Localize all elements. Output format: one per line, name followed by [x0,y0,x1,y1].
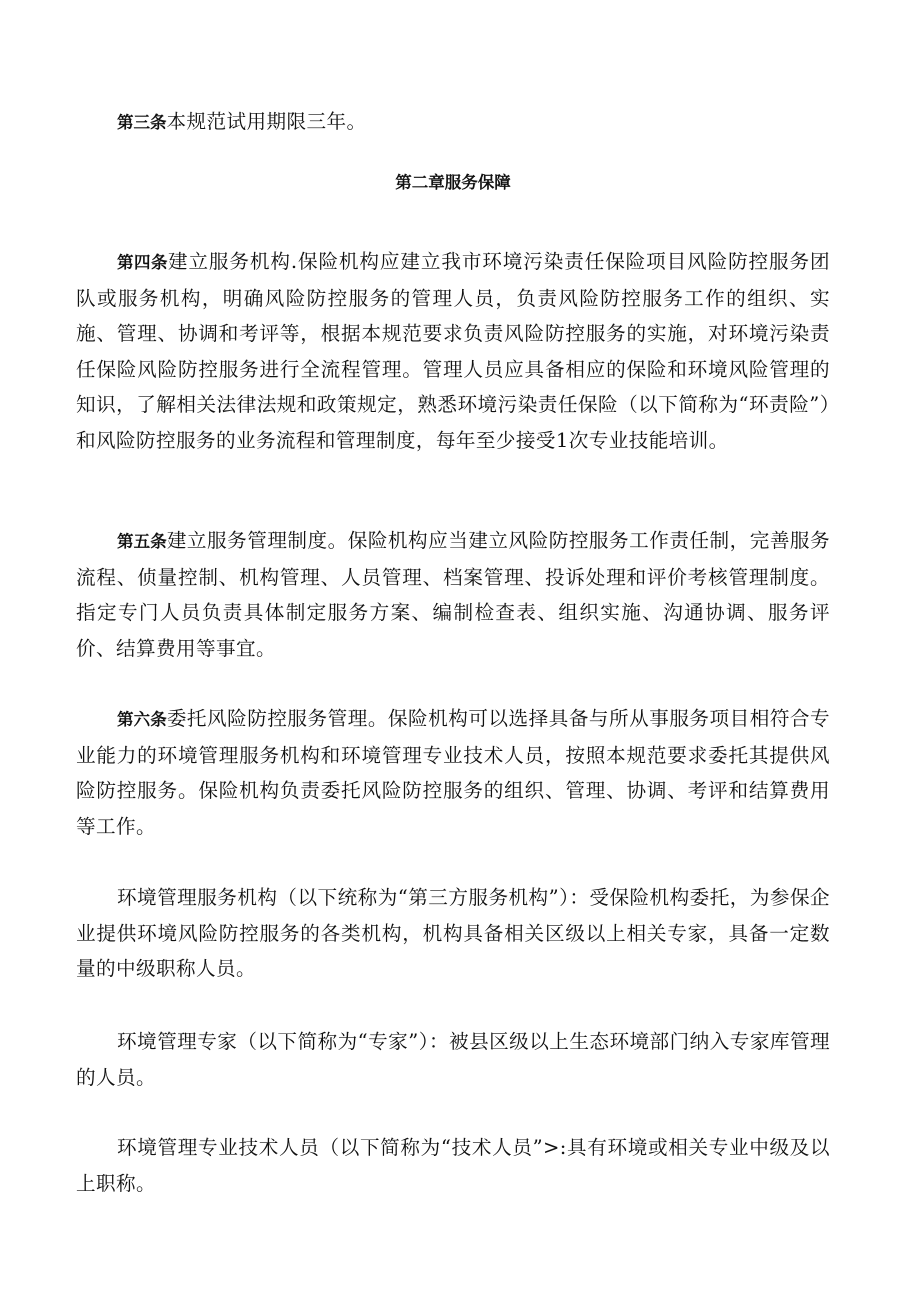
article-6-label: 第六条 [117,710,167,729]
article-3-label: 第三条 [117,113,167,132]
article-5-label: 第五条 [117,532,167,551]
article-4 [76,244,830,458]
article-4-text: 建立服务机构.保险机构应建立我市环境污染责任保险项目风险防控服务团队或服务机构，明确风险防控服务的管理人员，负责风险防控服务工作的组织、实施、管理、协调和考评等，根据本规范要求负责风险防控服务的实施，对环境污染责任保险风险防控服务进行全流程管理。管理人员应具备相应的保险和环境风险管理的知识，了解相关法律法规和政策规定，熟悉环境污染责任保险（以下简称为“环责险”）和风险防控服务的业务流程和管理制度，每年至少接受1次专业技能培训。 [76,250,830,452]
article-3-text: 本规范试用期限三年。 [166,110,367,133]
article-5-text: 建立服务管理制度。保险机构应当建立风险防控服务工作责任制，完善服务流程、侦量控制、机构管理、人员管理、档案管理、投诉处理和评价考核管理制度。指定专门人员负责具体制定服务方案、编制检查表、组织实施、沟通协调、服务评价、结算费用等事宜。 [76,529,831,660]
article-3 [76,104,830,141]
definition-expert: 环境管理专家（以下简称为“专家”）：被县区级以上生态环境部门纳入专家库管理的人员。 [76,1030,830,1089]
article-4-label: 第四条 [117,253,168,272]
article-6-text: 委托风险防控服务管理。保险机构可以选择具备与所从事服务项目相符合专业能力的环境管理服务机构和环境管理专业技术人员，按照本规范要求委托其提供风险防控服务。保险机构负责委托风险防控服务的组织、管理、协调、考评和结算费用等工作。 [76,707,831,838]
chapter-2-title: 第二章服务保障 [395,173,511,192]
article-5 [76,523,830,666]
definition-third-party-service: 环境管理服务机构（以下统称为“第三方服务机构”）：受保险机构委托，为参保企业提供环境风险防控服务的各类机构，机构具备相关区级以上相关专家，具备一定数量的中级职称人员。 [76,886,830,980]
definition-technician: 环境管理专业技术人员（以下简称为“技术人员”>:具有环境或相关专业中级及以上职称。 [76,1136,830,1195]
article-6 [76,701,830,844]
